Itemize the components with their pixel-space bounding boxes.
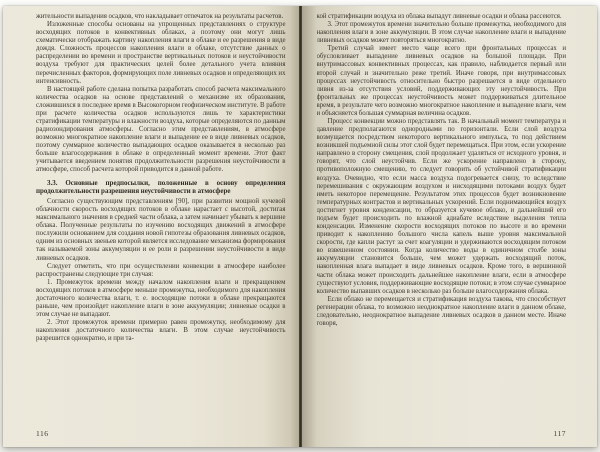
paragraph: Согласно существующим представлениям [90], при развитии мощной кучевой облачности скорость восходящих потоков в облаке нарастает с высотой, достигая максимального значения в средней части облака, а затем начинает убывать к вершине облака. Полученные результаты по изучению восходящих движений в атмосфере послужили основанием для создания новой гипотезы образования ливневых осадков, одним из основных звеньев которой является исследование механизма формирования так называемой зоны аккумуляции и ее роли в разрешении неустойчивости в виде ливневых осадков. (36, 197, 286, 262)
page-number-left: 116 (36, 429, 49, 438)
paragraph: Следует отметить, что при осуществлении конвекции в атмосфере наиболее распространены следующие три случая: (36, 262, 286, 278)
paragraph: Процесс конвекции можно представлять так. В начальный момент температура и давление предполагаются однородными по горизонтали. Если слой воздуха возмущается посредством некоторого вертикального импульса, то под действием возникшей подъемной силы этот слой будет перемещаться. При этом, если ускорение направлено в сторону смещения, слой продолжает удаляться от исходного уровня, и говорят, что слой неустойчив. Если же ускорение направлено в сторону, противоположную смещению, то следует говорить об устойчивой стратификации воздуха. Очевидно, что если масса воздуха подогревается снизу, то вследствие перемешивания с окружающим воздухом и нисходящими потоками воздух будет иметь некоторое перемещение. Результатом этих процессов будет возникновение температурных контрастов и вертикальных ускорений. Если поднимающийся воздух достигнет уровня конденсации, то образуется кучевое облако, и дальнейший его подъем будет происходить по влажной адиабате вследствие выделения тепла конденсации. Изменение скорости восходящих потоков по высоте и во времени приводит к накоплению большого числа капель выше уровня максимальной скорости, где капли растут за счет коагуляции и удерживаются восходящим потоком во взвешенном состоянии. Когда количество воды в единичном столбе зоны аккумуляции становится больше, чем может удержать восходящий поток, накопленная влага выпадает в виде ливневых осадков. Кроме того, в вершинной части облака может происходить дальнейшее накопление влаги, если в атмосфере существуют условия, поддерживающие восходящие потоки; в этом случае суммарное количество выпавших осадков в несколько раз больше влагосодержания облака. (316, 118, 566, 295)
left-page-text (36, 13, 286, 423)
right-page-text (317, 13, 567, 423)
section-heading: 3.3. Основные предпосылки, положенные в основу определения продолжительности разрешения неустойчивости в атмосфере (36, 178, 286, 195)
paragraph: Третий случай имеет место чаще всего при фронтальных процессах и обусловливает выпадение ливневых осадков на большой площади. При внутримассовых конвективных процессах, как правило, наблюдается первый или второй случай и значительно реже третий. Иначе говоря, при внутримассовых процессах неустойчивость относительно быстро разрешается в виде отдельного ливня из-за отсутствия условий, поддерживающих эту неустойчивость. При фронтальных же процессах неустойчивость может поддерживаться длительное время, в результате чего возможно многократное накопление и выпадение влаги, чем и объясняется большая суммарная величина осадков. (316, 45, 566, 117)
left-page (3, 6, 299, 447)
paragraph: жительности выпадения осадков, что накладывает отпечаток на результаты расчетов. (36, 13, 284, 20)
right-page (302, 6, 598, 447)
paragraph: Если облако не перемещается и стратификация воздуха такова, что способствует регенерации облака, то возможно неоднократное накопление влаги в данном облаке, следовательно, неоднократное выпадение ливневых осадков в данном месте. Иначе говоря, (316, 295, 566, 327)
page-number-right: 117 (553, 429, 566, 438)
paragraph: 2. Этот промежуток времени примерно равен промежутку, необходимому для накопления достаточного количества влаги. В этом случае неустойчивость разрешится однократно, и при та- (36, 319, 286, 343)
paragraph: 3. Этот промежуток времени значительно больше промежутка, необходимого для накопления влаги в зоне аккумуляции. В этом случае накопление влаги и выпадение ливневых осадков может повторяться многократно. (316, 21, 566, 45)
paragraph: Изложенные способы основаны на упрощенных представлениях о структуре восходящих потоков в конвективных облаках, а поэтому они могут лишь схематически отображать картину накопления влаги в облаке и ее разрешения в виде дождя. Сложность процессов накопления влаги в облаке, отсутствие данных о распределении во времени и пространстве вертикальных потоков и неустойчивости воздуха требуют для практических целей более детального учета влияния перечисленных факторов, формирующих поле ливневых осадков и определяющих их интенсивность. (36, 21, 286, 85)
paragraph: В настоящей работе сделана попытка разработать способ расчета максимального количества осадков на основе представлений о механизме их образования, сложившихся в последнее время в Высокогорном геофизическом институте. В работе при расчете количества осадков используются лишь те характеристики стратификации температуры и влажности воздуха, которые определяются по данным радиозондирования атмосферы. Согласно этим представлениям, в атмосфере возможно многократное накопление влаги и выпадение ее в виде ливневых осадков, поэтому суммарное количество выпадающих осадков оказывается в несколько раз больше влагосодержания в облаке в определенный момент времени. Этот факт учитывается введением понятия продолжительности разрешения неустойчивости в атмосфере, способ расчета которой приводится в данной работе. (36, 85, 286, 174)
paragraph: 1. Промежуток времени между началом накопления влаги и прекращением восходящих потоков в атмосфере меньше промежутка, необходимого для накопления достаточного количества влаги, т. е. восходящие потоки в облаке прекращаются раньше, чем произойдет накопление влаги в зоне аккумуляции; ливневые осадки в этом случае не выпадают. (36, 278, 286, 319)
book-spread (3, 6, 597, 447)
paragraph: кой стратификации воздуха из облака выпадут ливневые осадки и облака рассеются. (316, 13, 562, 20)
